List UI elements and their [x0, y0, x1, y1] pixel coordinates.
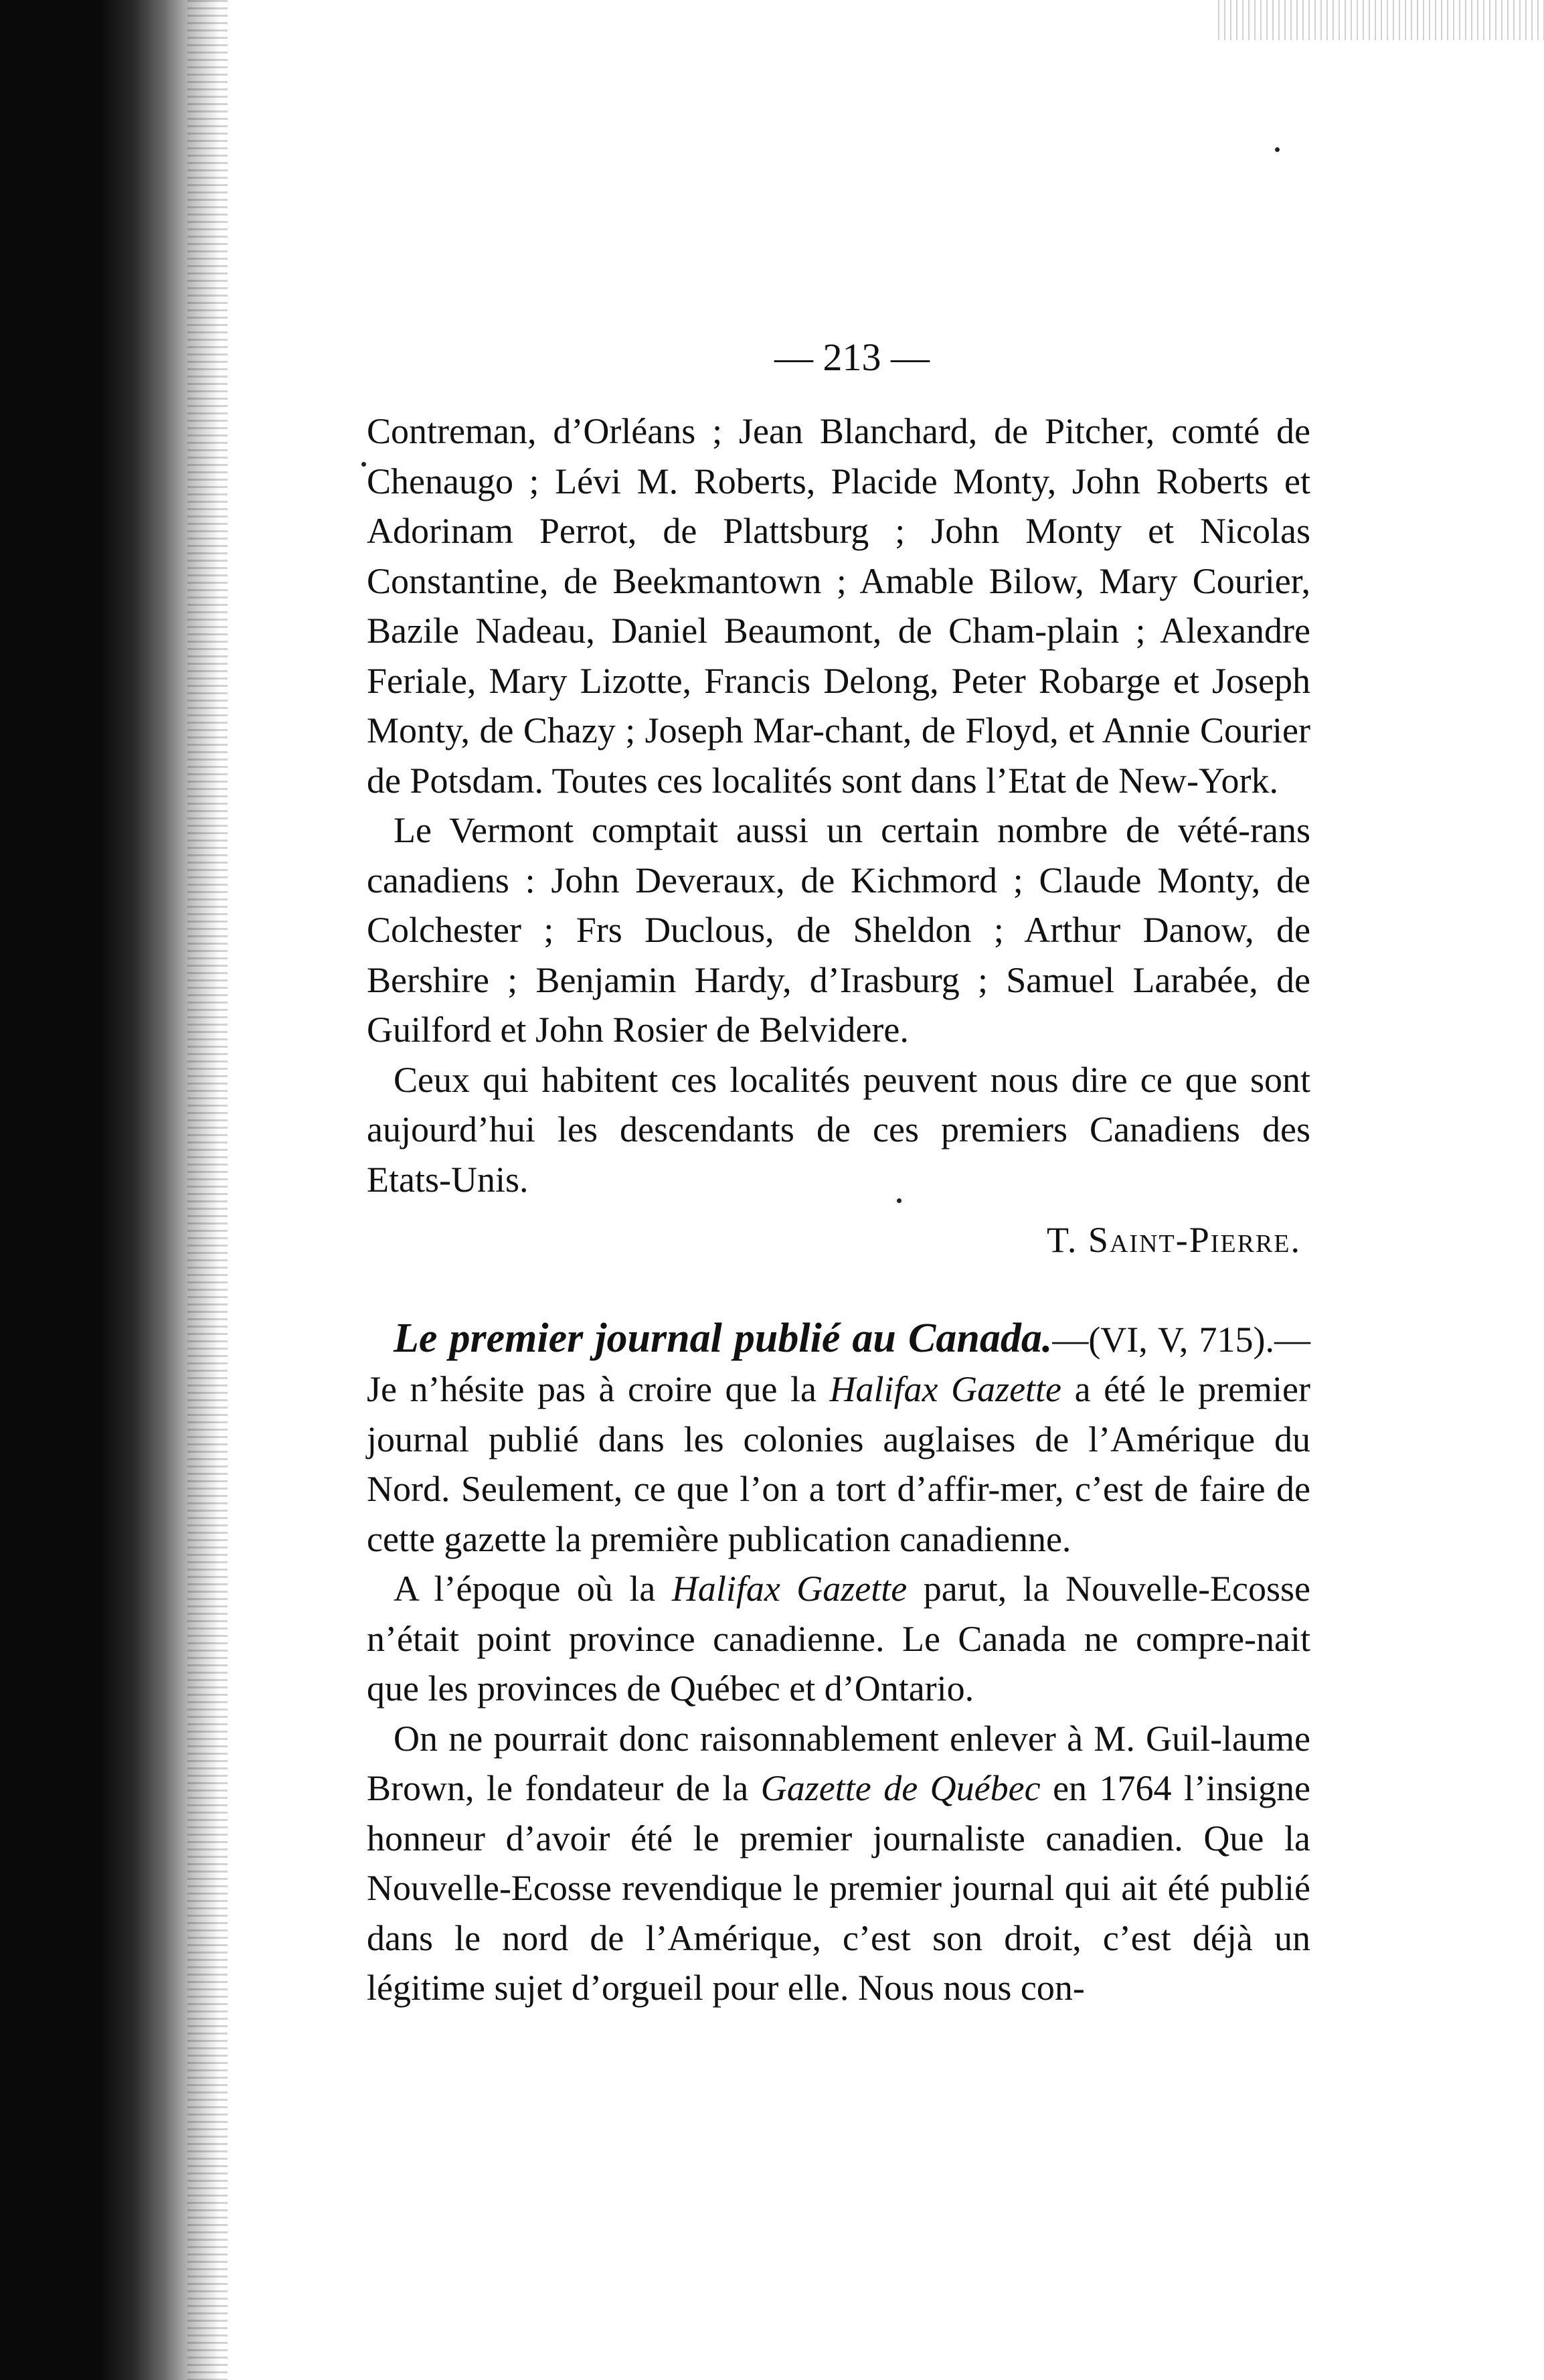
author-signature: T. Saint-Pierre. [1046, 1220, 1301, 1260]
publication-name: Gazette de Québec [760, 1768, 1041, 1808]
paragraph: Contreman, d’Orléans ; Jean Blanchard, de Pitcher, comté de Chenaugo ; Lévi M. Roberts, Placide Monty, John Roberts et Adorinam Perrot, de Plattsburg ; John Monty et Nicolas Constantine, de Beekmantown ; Amable Bilow, Mary Courier, Bazile Nadeau, Daniel Beaumont, de Cham-plain ; Alexandre Feriale, Mary Lizotte, Francis Delong, Peter Robarge et Joseph Monty, de Chazy ; Joseph Mar-chant, de Floyd, et Annie Courier de Potsdam. Toutes ces localités sont dans l’Etat de New-York. [367, 411, 1310, 801]
text-run: a été le premier journal publié dans les colonies auglaises de l’Amérique du Nord. Seulement, ce que l’on a tort d’affir-mer, c’est de faire de cette gazette la première publication canadienne. [367, 1369, 1310, 1559]
text-run: en 1764 l’insigne honneur d’avoir été le premier journaliste canadien. Que la Nouvelle-Ecosse revendique le premier journal qui ait été publié dans le nord de l’Amérique, c’est son droit, c’est déjà un légitime sujet d’orgueil pour elle. Nous nous con- [367, 1768, 1310, 2008]
text-run: A l’époque où la [394, 1569, 672, 1609]
text-run: On ne pourrait donc raisonnablement enlever à M. Guil-laume Brown, le fondateur de la [367, 1718, 1310, 1808]
scan-speck [1275, 147, 1280, 152]
paragraph [367, 1564, 1310, 1714]
section-gap [367, 1265, 1310, 1314]
text-run: Je n’hésite pas à croire que la [367, 1369, 830, 1409]
publication-name: Halifax Gazette [829, 1369, 1062, 1409]
section-first-newspaper [367, 1314, 1310, 2013]
paragraph: Le Vermont comptait aussi un certain nombre de vété-rans canadiens : John Deveraux, de Kichmord ; Claude Monty, de Colchester ; Frs Duclous, de Sheldon ; Arthur Danow, de Bershire ; Benjamin Hardy, d’Irasburg ; Samuel Larabée, de Guilford et John Rosier de Belvidere. [367, 810, 1310, 1050]
page-number: — 213 — [774, 335, 930, 379]
scan-noise-top [1218, 0, 1544, 40]
text-run: parut, la Nouvelle-Ecosse n’était point province canadienne. Le Canada ne compre-nait que les provinces de Québec et d’Ontario. [367, 1569, 1311, 1709]
scan-speck [361, 462, 366, 467]
paragraph [367, 1714, 1310, 2013]
paragraph [367, 1314, 1310, 1565]
article-title: Le premier journal publié au Canada. [394, 1315, 1053, 1361]
book-page [367, 335, 1310, 2013]
scan-noise-left [187, 0, 228, 2380]
article-reference: —(VI, V, 715).— [1052, 1319, 1310, 1360]
paragraph: Ceux qui habitent ces localités peuvent nous dire ce que sont aujourd’hui les descendants de ces premiers Canadiens des Etats-Unis. [367, 1059, 1310, 1200]
section-veterans-list [367, 406, 1310, 1265]
publication-name: Halifax Gazette [671, 1569, 908, 1609]
